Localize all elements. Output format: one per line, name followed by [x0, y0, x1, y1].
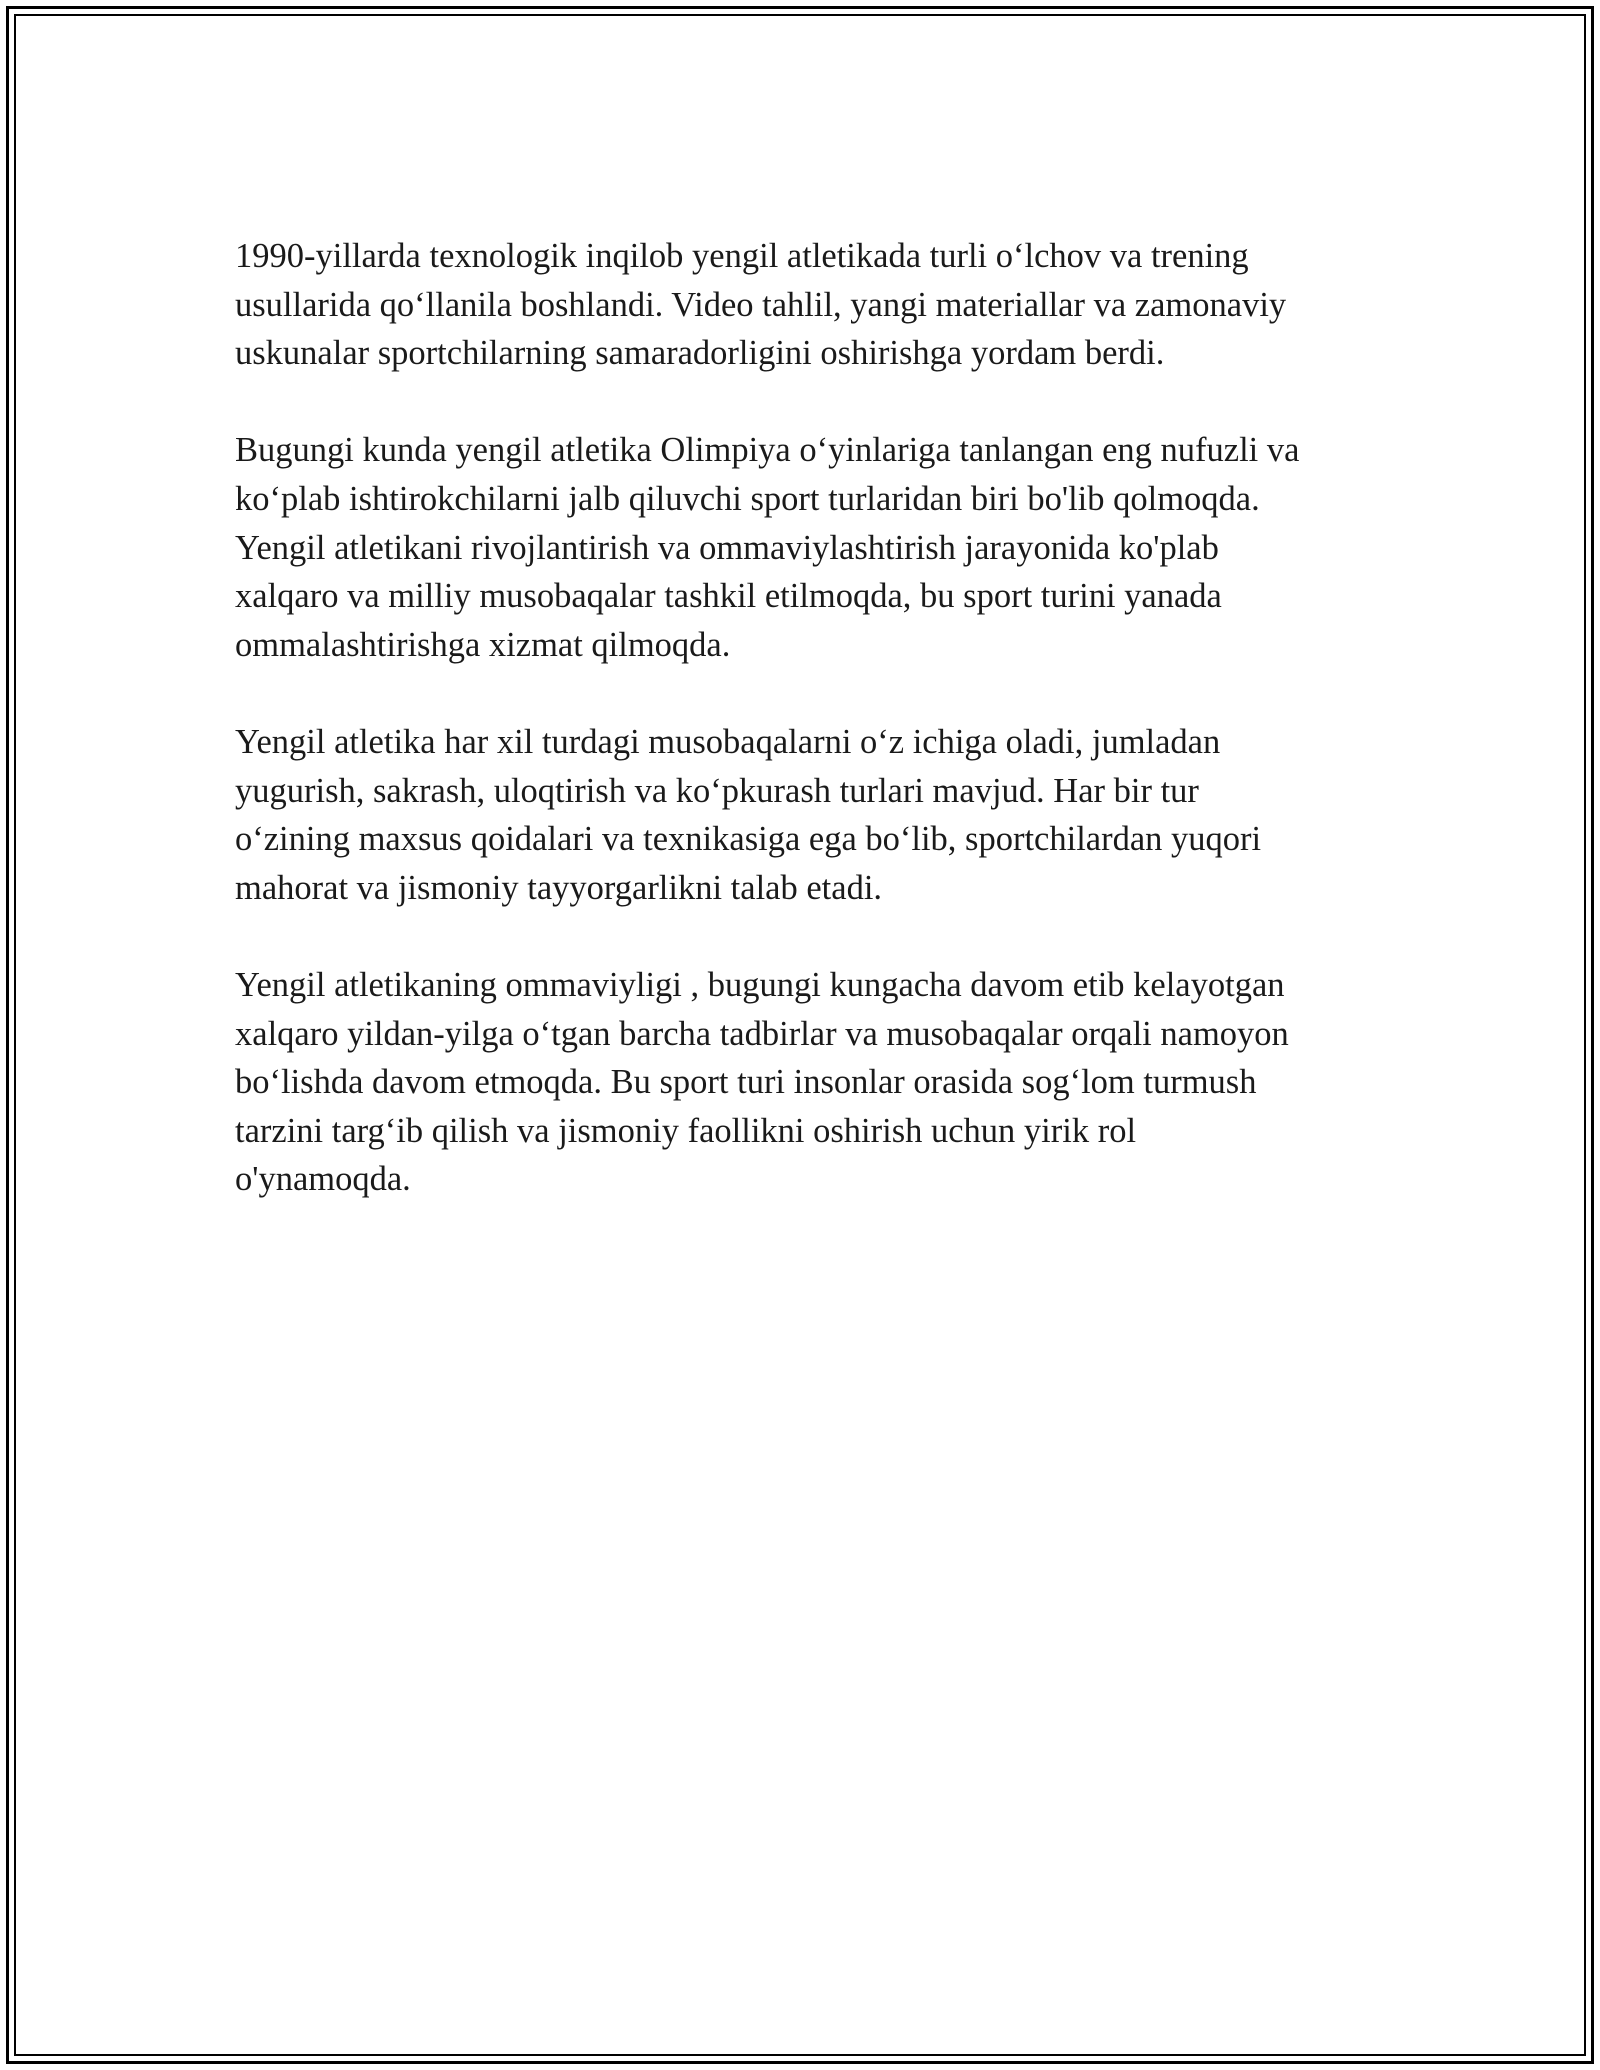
- paragraph-popularity: Yengil atletikaning ommaviyligi , bugungi kungacha davom etib kelayotgan xalqaro yildan-yilga o‘tgan barcha tadbirlar va musobaqalar orqali namoyon bo‘lishda davom etmoqda. Bu sport turi insonlar orasida sog‘lom turmush tarzini targ‘ib qilish va jismoniy faollikni oshirish uchun yirik rol o'ynamoqda.: [235, 965, 1289, 1199]
- paragraph-olympics: Bugungi kunda yengil atletika Olimpiya o‘yinlariga tanlangan eng nufuzli va ko‘plab ishtirokchilarni jalb qiluvchi sport turlaridan biri bo'lib qolmoqda. Yengil atletikani rivojlantirish va ommaviylashtirish jarayonida ko'plab xalqaro va milliy musobaqalar tashkil etilmoqda, bu sport turini yanada ommalashtirishga xizmat qilmoqda.: [235, 431, 1300, 664]
- paragraph-disciplines: Yengil atletika har xil turdagi musobaqalarni o‘z ichiga oladi, jumladan yugurish, sakrash, uloqtirish va ko‘pkurash turlari mavjud. Har bir tur o‘zining maxsus qoidalari va texnikasiga ega bo‘lib, sportchilardan yuqori mahorat va jismoniy tayyorgarlikni talab etadi.: [235, 722, 1262, 907]
- paragraph-technology: 1990-yillarda texnologik inqilob yengil atletikada turli o‘lchov va trening usullarida qo‘llanila boshlandi. Video tahlil, yangi materiallar va zamonaviy uskunalar sportchilarning samaradorligini oshirishga yordam berdi.: [235, 237, 1287, 373]
- document-body: [235, 232, 1375, 1252]
